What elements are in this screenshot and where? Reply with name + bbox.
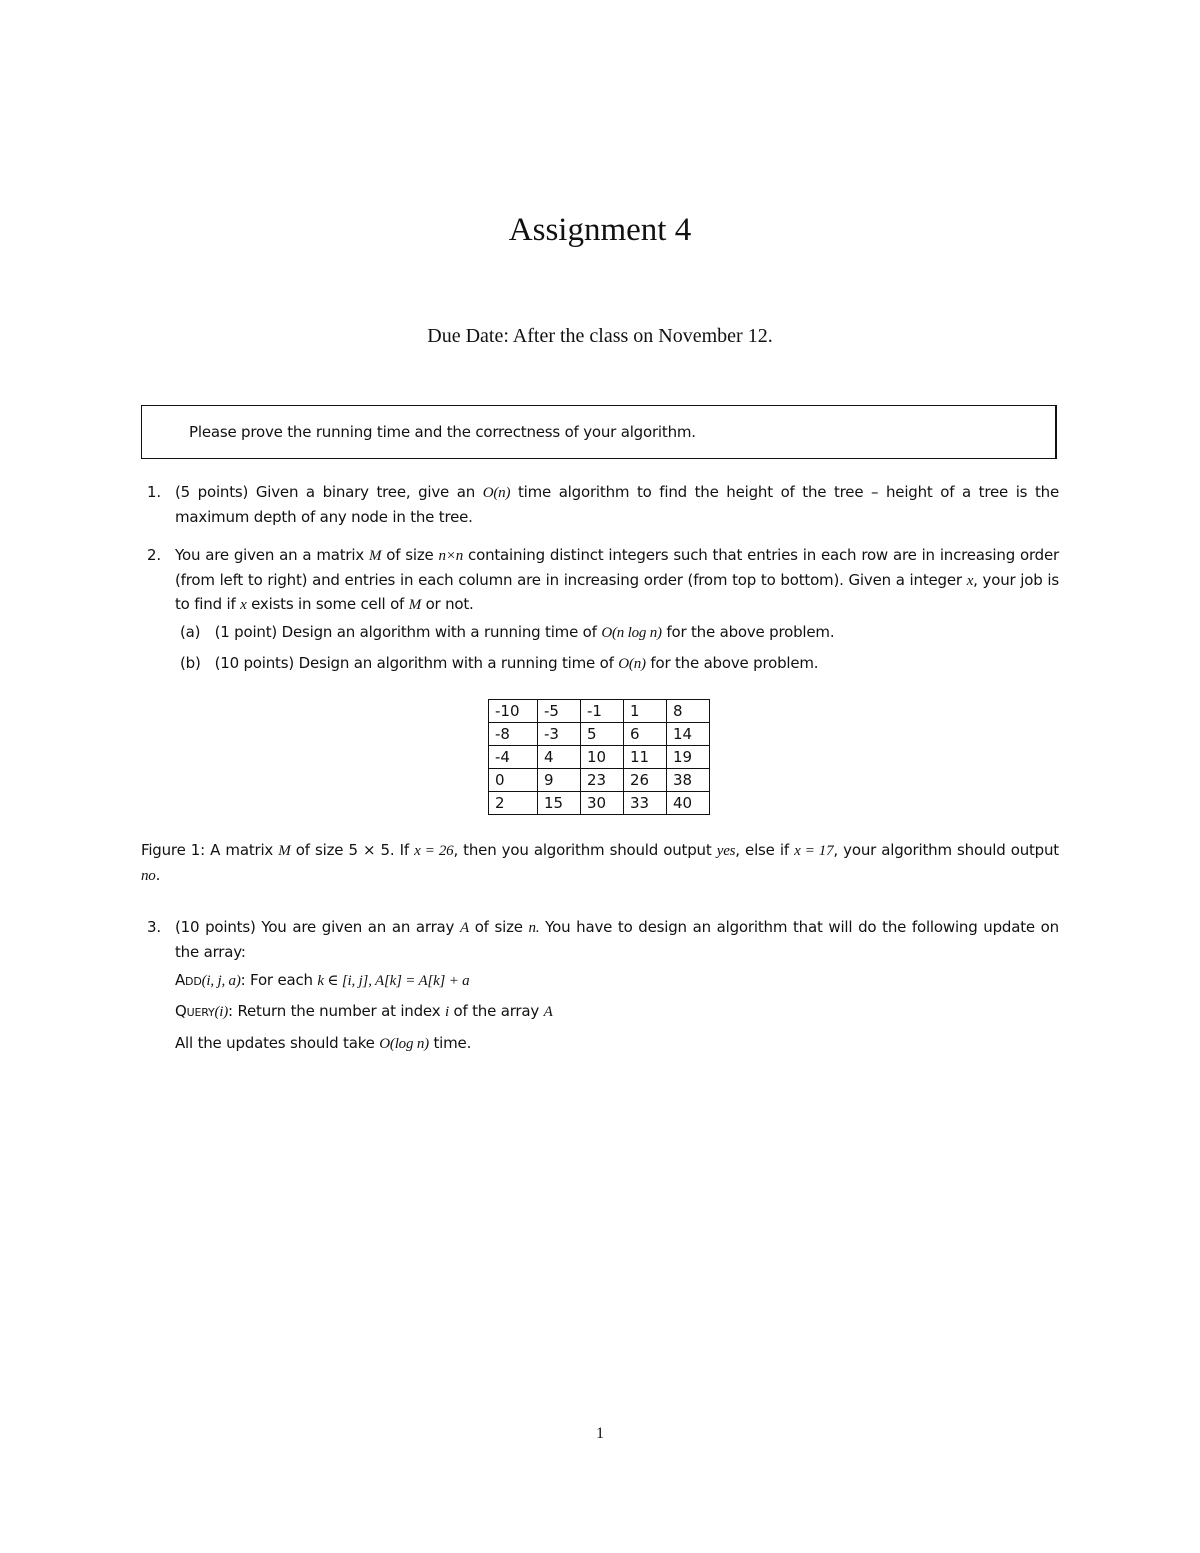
variable-x: x: [240, 597, 247, 613]
table-cell: 2: [489, 792, 538, 815]
condition-yes: x = 26: [414, 843, 454, 859]
caption-text: , else if: [735, 841, 789, 859]
variable-a: A: [543, 1004, 553, 1020]
problem-points: (5 points): [175, 483, 249, 501]
updates-requirement: [175, 1034, 471, 1053]
problem-text: You have to design an algorithm that will do the following update on the array:: [175, 918, 1059, 961]
output-no: no: [141, 868, 156, 884]
problem-text: Given a binary tree, give an: [255, 483, 476, 501]
table-cell: -8: [489, 723, 538, 746]
problem-text: , your job is to find if: [175, 570, 1059, 613]
add-condition: k ∈ [i, j], A[k] = A[k] + a: [317, 973, 470, 989]
table-cell: 1: [624, 700, 667, 723]
problem-number: 1.: [147, 483, 161, 501]
complexity: O(log n): [379, 1036, 429, 1052]
table-row: [489, 700, 710, 723]
table-cell: 0: [489, 769, 538, 792]
problem-text: of size: [386, 546, 434, 564]
add-args: (i, j, a): [201, 973, 241, 989]
query-op-name: Query: [175, 1002, 215, 1020]
table-row: [489, 769, 710, 792]
caption-text: of size 5 × 5. If: [295, 841, 409, 859]
problem-number: 2.: [147, 546, 161, 564]
table-row: [489, 792, 710, 815]
table-cell: -5: [538, 700, 581, 723]
table-cell: 33: [624, 792, 667, 815]
table-cell: 10: [581, 746, 624, 769]
table-cell: -3: [538, 723, 581, 746]
table-cell: 40: [667, 792, 710, 815]
subproblem-text: for the above problem.: [650, 654, 819, 672]
table-cell: 9: [538, 769, 581, 792]
problem-text: or not.: [425, 595, 474, 613]
caption-text: , your algorithm should output: [833, 841, 1059, 859]
notice-box: [141, 405, 1057, 459]
problem-text: exists in some cell of: [251, 595, 405, 613]
problem-text: containing distinct integers such that entries in each row are in increasing order (from left to right) and entries in each column are in increasing order (from top to bottom). Given a integer: [175, 546, 1059, 589]
caption-text: A matrix: [210, 841, 274, 859]
problem-number: 3.: [147, 918, 161, 936]
complexity: O(n log n): [601, 625, 662, 641]
variable-m: M: [278, 843, 291, 859]
notice-text: Please prove the running time and the correctness of your algorithm.: [189, 423, 696, 441]
table-cell: 19: [667, 746, 710, 769]
add-text: : For each: [240, 971, 313, 989]
page-number: 1: [596, 1425, 604, 1442]
subproblem-label: (b): [180, 654, 201, 672]
problem-2a: [180, 623, 834, 642]
table-cell: 8: [667, 700, 710, 723]
table-row: [489, 723, 710, 746]
table-cell: 11: [624, 746, 667, 769]
problem-text: You are given an an array: [261, 918, 455, 936]
query-text: of the array: [453, 1002, 540, 1020]
matrix-size: n×n: [438, 548, 464, 564]
table-cell: 14: [667, 723, 710, 746]
table-row: [489, 746, 710, 769]
query-text: : Return the number at index: [228, 1002, 441, 1020]
problem-3: [147, 916, 1059, 964]
page-title: Assignment 4: [508, 212, 692, 248]
variable-x: x: [966, 572, 974, 589]
subproblem-points: (10 points): [214, 654, 295, 672]
table-cell: 5: [581, 723, 624, 746]
subproblem-text: Design an algorithm with a running time of: [298, 654, 614, 672]
problem-2b: [180, 654, 818, 673]
table-cell: 4: [538, 746, 581, 769]
caption-text: .: [155, 866, 161, 884]
subproblem-label: (a): [180, 623, 201, 641]
add-op-name: Add: [175, 971, 202, 989]
output-yes: yes: [716, 843, 736, 859]
table-cell: 26: [624, 769, 667, 792]
problem-1: [147, 481, 1059, 529]
table-cell: 15: [538, 792, 581, 815]
variable-n: n.: [528, 920, 540, 936]
figure-caption: [141, 838, 1059, 888]
problem-text: You are given an a matrix: [175, 546, 365, 564]
problem-points: (10 points): [175, 918, 256, 936]
condition-no: x = 17: [794, 843, 834, 859]
caption-text: , then you algorithm should output: [453, 841, 712, 859]
table-cell: -10: [489, 700, 538, 723]
table-cell: -4: [489, 746, 538, 769]
updates-text: All the updates should take: [175, 1034, 375, 1052]
caption-label: Figure 1:: [141, 841, 205, 859]
due-date: Due Date: After the class on November 12.: [427, 325, 773, 347]
subproblem-text: for the above problem.: [666, 623, 835, 641]
table-cell: 23: [581, 769, 624, 792]
problem-2: [147, 544, 1059, 618]
query-operation: [175, 1002, 553, 1021]
subproblem-points: (1 point): [214, 623, 278, 641]
matrix-table: [488, 699, 710, 815]
updates-text: time.: [433, 1034, 472, 1052]
complexity: O(n): [618, 656, 646, 672]
problem-text: time algorithm to find the height of the tree – height of a tree is the maximum depth of any node in the tree.: [175, 483, 1059, 526]
problem-text: of size: [474, 918, 523, 936]
table-cell: -1: [581, 700, 624, 723]
variable-m: M: [408, 597, 421, 613]
subproblem-text: Design an algorithm with a running time of: [281, 623, 597, 641]
variable-a: A: [459, 920, 469, 936]
table-cell: 38: [667, 769, 710, 792]
query-args: (i): [214, 1004, 229, 1020]
variable-i: i: [444, 1004, 449, 1020]
table-cell: 6: [624, 723, 667, 746]
complexity: O(n): [482, 485, 511, 501]
table-cell: 30: [581, 792, 624, 815]
variable-m: M: [369, 548, 382, 564]
add-operation: [175, 971, 470, 990]
